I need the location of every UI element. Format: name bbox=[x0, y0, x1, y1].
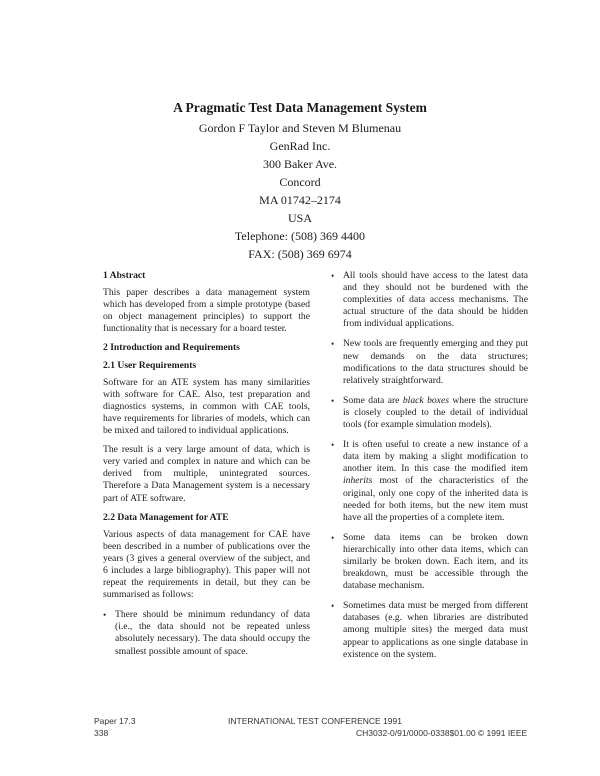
bullet-icon: • bbox=[331, 339, 335, 350]
left-column bbox=[103, 270, 310, 666]
bullet-icon: • bbox=[103, 610, 107, 621]
footer-conference: INTERNATIONAL TEST CONFERENCE 1991 bbox=[228, 716, 402, 726]
user-req-paragraph: Software for an ATE system has many similarities with software for CAE. Also, test preparation and diagnostics systems, in common with CAE tools, have requirements for libraries of models, which can be mixed and tailored to individual applications. bbox=[103, 376, 310, 437]
right-column bbox=[331, 270, 528, 669]
affiliation-line: GenRad Inc. bbox=[269, 139, 331, 153]
bullet-icon: • bbox=[331, 440, 335, 451]
address-country: USA bbox=[287, 211, 312, 225]
fax-line: FAX: (508) 369 6974 bbox=[248, 247, 352, 261]
user-req-heading: 2.1 User Requirements bbox=[103, 359, 197, 371]
requirements-list bbox=[103, 609, 310, 657]
dm-heading: 2.2 Data Management for ATE bbox=[103, 511, 229, 523]
list-item: • All tools should have access to the latest data and they should not be burdened with the complexities of data access mechanisms. The actual structure of the data should be hidden from individual applications. bbox=[331, 270, 528, 330]
address-city: Concord bbox=[279, 175, 321, 189]
footer-copyright-code: CH3032-0/91/0000-0338$01.00 © 1991 IEEE bbox=[356, 728, 528, 738]
footer-page-number: 338 bbox=[94, 728, 109, 738]
requirements-list-cont bbox=[331, 270, 528, 661]
bullet-icon: • bbox=[331, 601, 335, 612]
author-line: Gordon F Taylor and Steven M Blumenau bbox=[198, 121, 402, 135]
address-street: 300 Baker Ave. bbox=[262, 157, 338, 171]
list-item: • It is often useful to create a new instance of a data item by making a slight modification to another item. In this case the modified item inherits most of the characteristics of the original, only one copy of the inherited data is needed for both items, but the new item must have all the properties of a complete item. bbox=[331, 439, 528, 523]
intro-heading: 2 Introduction and Requirements bbox=[103, 342, 240, 354]
bullet-icon: • bbox=[331, 395, 335, 406]
emphasis: inherits bbox=[343, 475, 373, 487]
telephone-line: Telephone: (508) 369 4400 bbox=[234, 229, 366, 243]
footer-paper-number: Paper 17.3 bbox=[94, 716, 136, 726]
address-state: MA 01742–2174 bbox=[259, 193, 341, 207]
abstract-heading: 1 Abstract bbox=[103, 270, 146, 281]
list-item: • There should be minimum redundancy of data (i.e., the data should not be repeated unless absolutely necessary). The data should occupy the smallest possible amount of space. bbox=[103, 609, 310, 657]
abstract-text: This paper describes a data management system which has developed from a simple prototype (based on object management principles) to support the functionality that is necessary for a board tester. bbox=[103, 287, 310, 335]
bullet-icon: • bbox=[331, 271, 335, 281]
list-item: • Some data items can be broken down hierarchically into other data items, which can similarly be broken down. Each item, and its breakdown, must be accessible through the database mechanism. bbox=[331, 531, 528, 592]
list-item: • Some data are black boxes where the structure is closely coupled to the detail of individual tools (for example simulation models). bbox=[331, 394, 528, 431]
bullet-icon: • bbox=[331, 532, 335, 543]
user-req-paragraph: The result is a very large amount of data, which is very varied and complex in nature and which can be derived from multiple, unintegrated sources. Therefore a Data Management system is a necessary part of ATE software. bbox=[103, 444, 310, 504]
list-item: • New tools are frequently emerging and they put new demands on the data structures; modifications to the data structures should be relatively straightforward. bbox=[331, 338, 528, 386]
dm-paragraph: Various aspects of data management for CAE have been described in a number of publications over the years (3 gives a general overview of the subject, and 6 includes a large bibliography). This paper will not repeat the requirements in detail, but they can be summarised as follows: bbox=[103, 528, 310, 601]
emphasis: black boxes bbox=[402, 394, 449, 406]
list-item: • Sometimes data must be merged from different databases (e.g. when libraries are distributed among multiple sites) the merged data must appear to applications as one single database in existence on the system. bbox=[331, 600, 528, 660]
paper-title: A Pragmatic Test Data Management System bbox=[173, 100, 427, 115]
